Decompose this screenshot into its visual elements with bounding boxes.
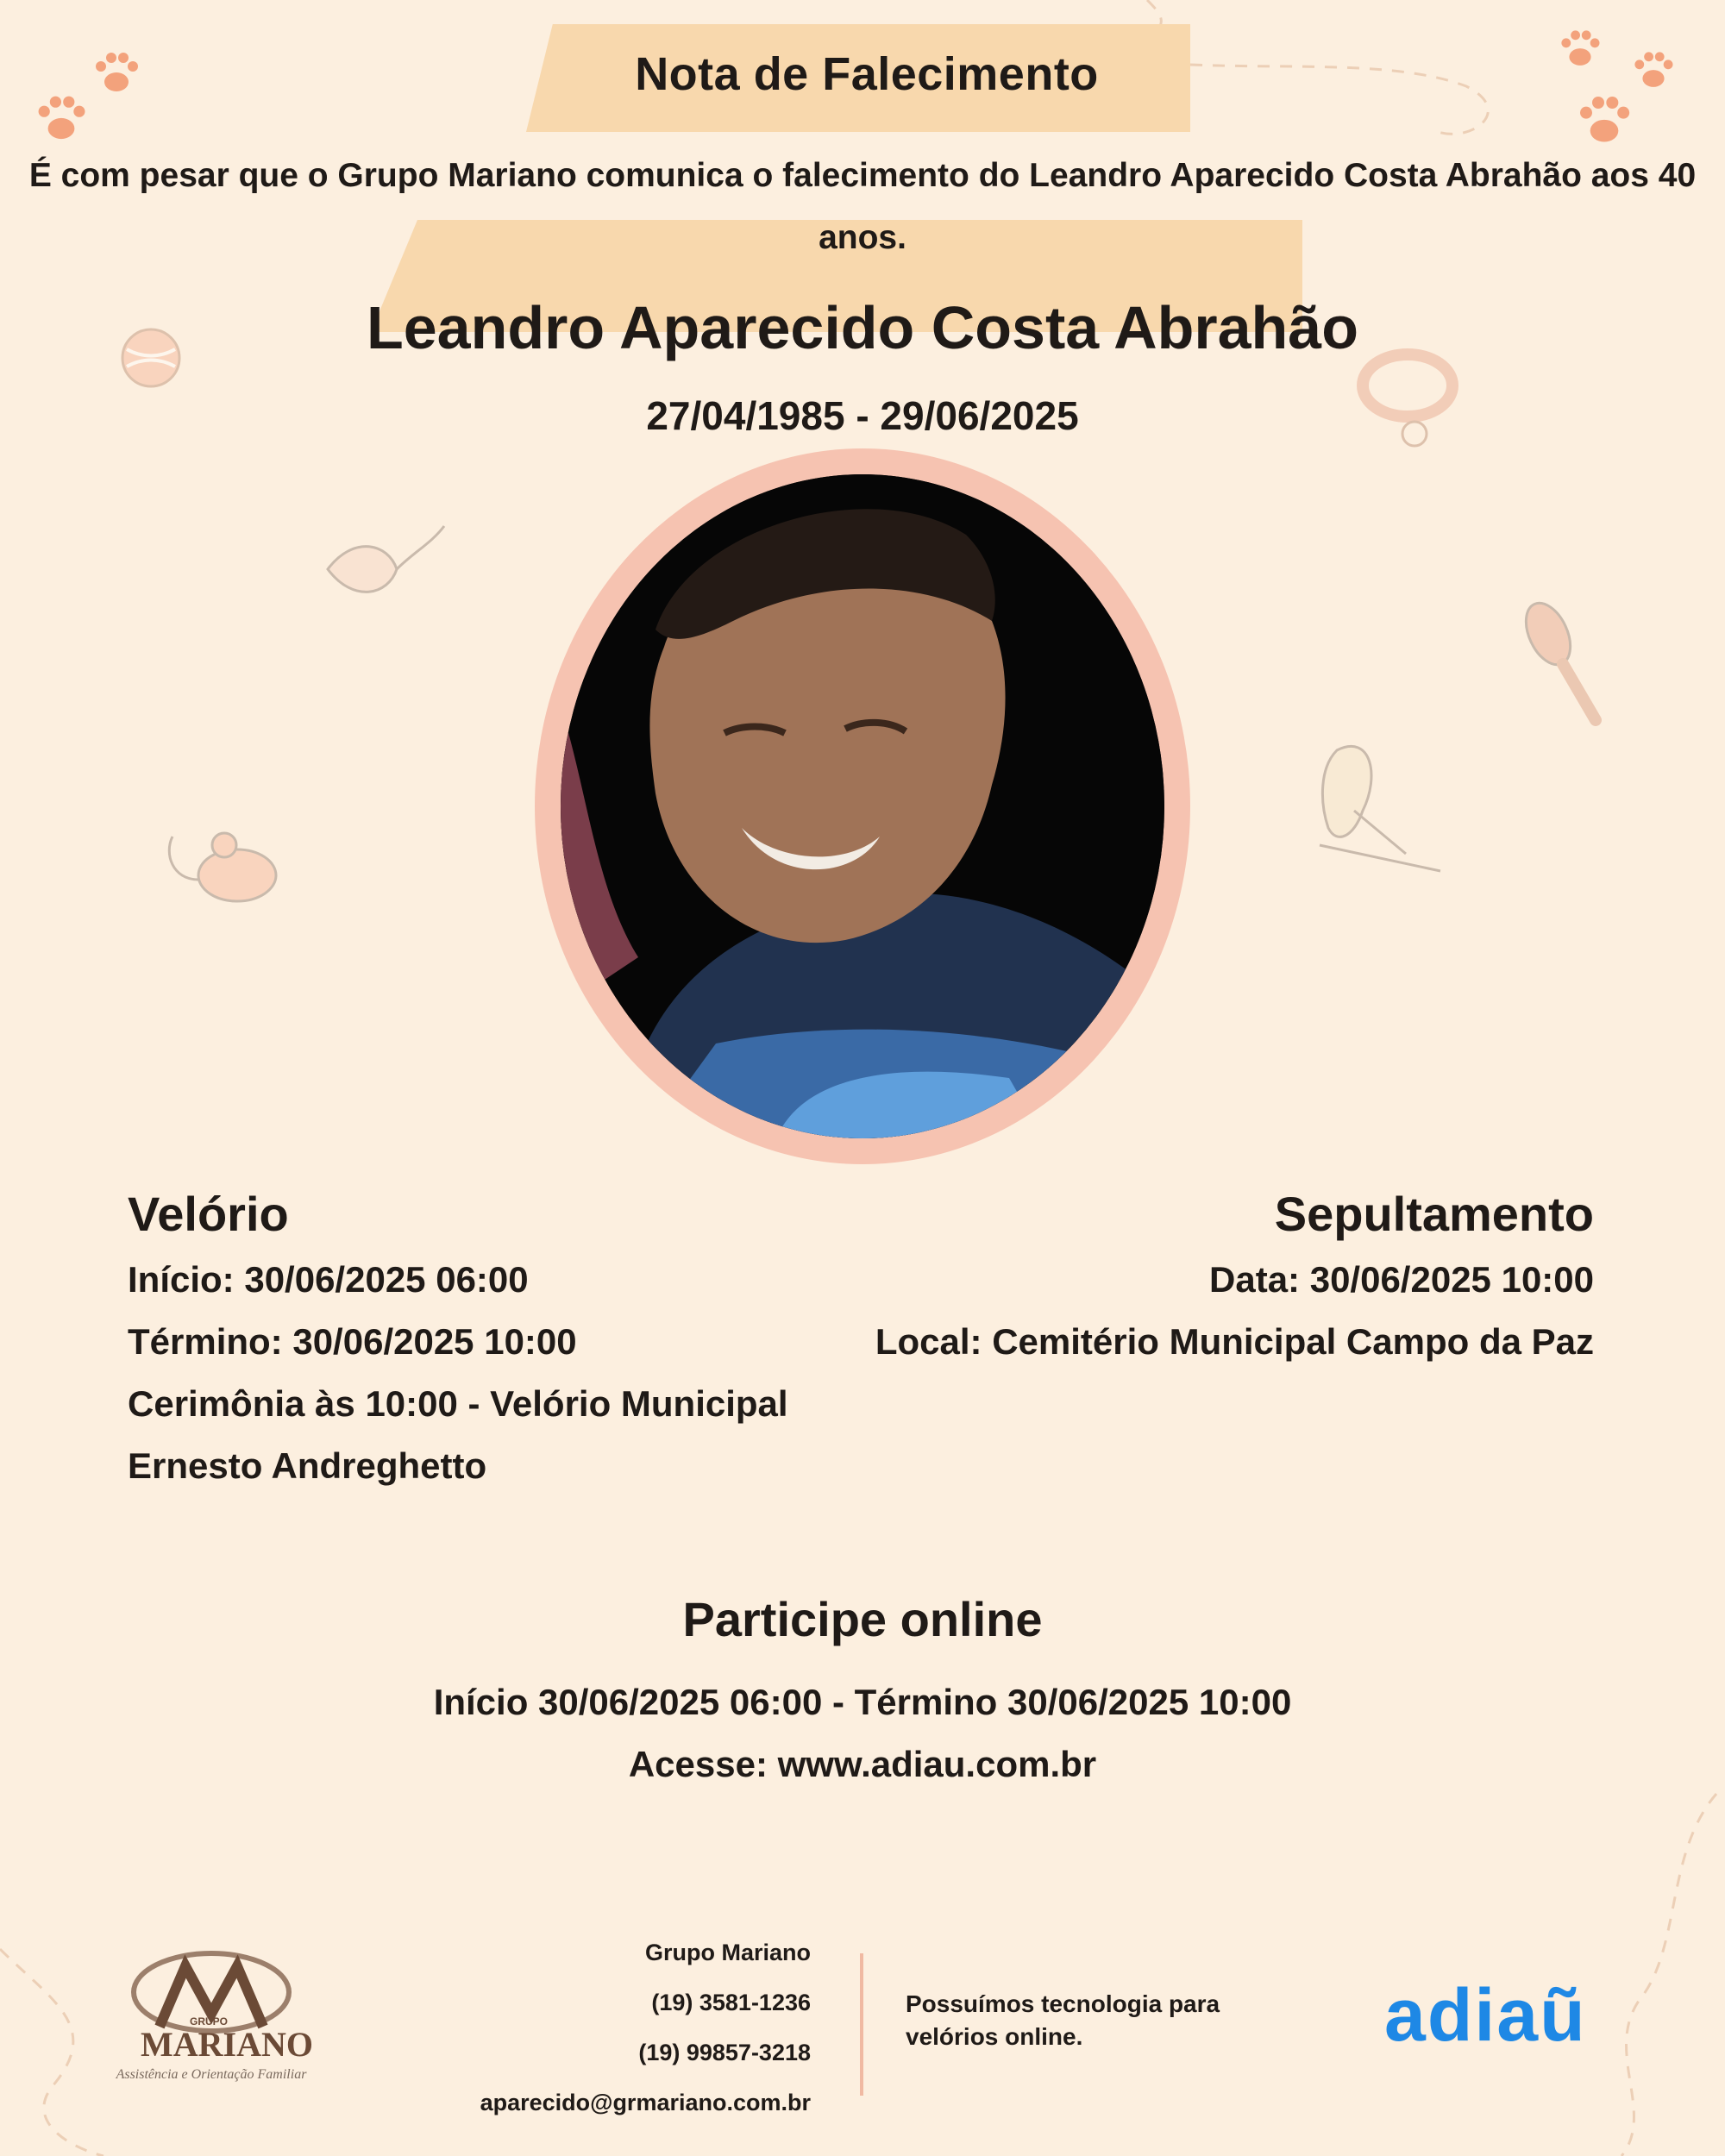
paw-icon — [1557, 26, 1603, 72]
paw-icon — [33, 91, 90, 147]
footer-email[interactable]: aparecido@grmariano.com.br — [480, 2090, 811, 2115]
portrait-photo — [561, 474, 1164, 1138]
intro-text: É com pesar que o Grupo Mariano comunica o falecimento do Leandro Aparecido Costa Abrahão aos 40 anos. — [28, 157, 1697, 256]
paw-icon — [1630, 47, 1677, 94]
deceased-name: Leandro Aparecido Costa Abrahão — [366, 294, 1358, 361]
footer-tagline: Possuímos tecnologia para velórios online. — [906, 1990, 1220, 2050]
logo-brand-text: MARIANO — [141, 2025, 313, 2064]
adiau-logo: adiaũ — [1384, 1974, 1587, 2057]
logo-subtitle: Assistência e Orientação Familiar — [116, 2067, 307, 2082]
mouse-toy-icon — [155, 819, 293, 914]
person-silhouette — [561, 474, 1164, 1138]
sepultamento-date: Data: 30/06/2025 10:00 — [1209, 1259, 1594, 1300]
grupo-mariano-logo — [99, 1945, 323, 2100]
fish-toy-icon — [319, 517, 448, 630]
paw-icon — [91, 47, 142, 99]
velorio-end: Término: 30/06/2025 10:00 — [128, 1321, 577, 1362]
sepultamento-heading: Sepultamento — [1274, 1187, 1594, 1241]
brush-icon — [1509, 595, 1613, 733]
velorio-ceremony: Cerimônia às 10:00 - Velório Municipal — [128, 1383, 788, 1424]
footer-contact — [480, 1927, 811, 2128]
footer-divider — [860, 1953, 863, 2096]
paw-icon — [1574, 91, 1634, 151]
footer-phone-2[interactable]: (19) 99857-3218 — [638, 2040, 811, 2065]
online-schedule: Início 30/06/2025 06:00 - Término 30/06/2025 10:00 — [433, 1682, 1292, 1722]
footer-phone-1[interactable]: (19) 3581-1236 — [651, 1990, 811, 2015]
logo-small-text: GRUPO — [190, 2015, 229, 2028]
online-heading: Participe online — [682, 1592, 1043, 1646]
life-dates: 27/04/1985 - 29/06/2025 — [646, 393, 1079, 438]
sepultamento-location: Local: Cemitério Municipal Campo da Paz — [875, 1321, 1594, 1362]
bird-icon — [1302, 724, 1458, 897]
velorio-location: Ernesto Andreghetto — [128, 1445, 487, 1486]
velorio-start: Início: 30/06/2025 06:00 — [128, 1259, 529, 1300]
velorio-heading: Velório — [128, 1187, 289, 1241]
online-access-link[interactable]: Acesse: www.adiau.com.br — [628, 1744, 1097, 1784]
footer-company: Grupo Mariano — [644, 1940, 811, 1965]
page-title: Nota de Falecimento — [635, 48, 1099, 100]
